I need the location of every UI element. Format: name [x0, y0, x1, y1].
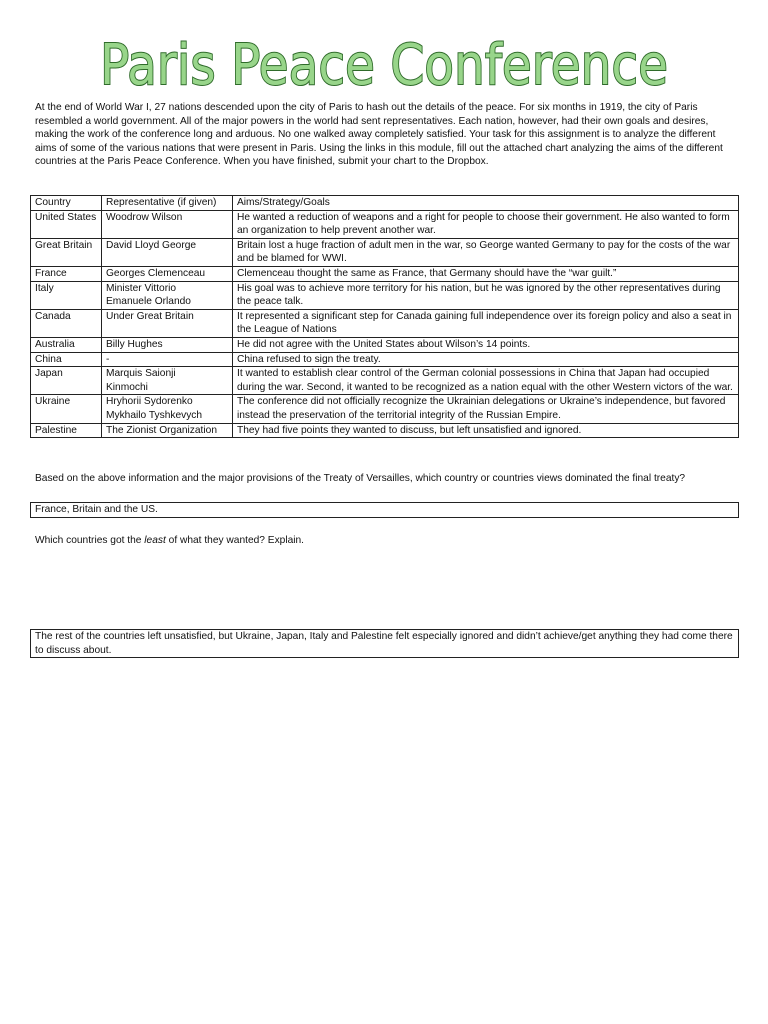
representative-cell: Hryhorii Sydorenko Mykhailo Tyshkevych — [102, 395, 233, 423]
country-cell: Italy — [31, 281, 102, 309]
representative-cell: Minister Vittorio Emanuele Orlando — [102, 281, 233, 309]
table-row — [31, 266, 739, 281]
answer-dominant-views: France, Britain and the US. — [30, 502, 739, 518]
page-title-text: Paris Peace Conference — [100, 33, 668, 98]
country-cell: China — [31, 352, 102, 367]
representative-cell: David Lloyd George — [102, 238, 233, 266]
aims-cell: It wanted to establish clear control of the German colonial possessions in China that Japan had occupied during the war. Second, it wanted to be recognized as a nation equal with the other Western victors of the war. — [233, 367, 739, 395]
table-row — [31, 238, 739, 266]
table-row — [31, 309, 739, 337]
question-least-satisfied — [35, 534, 735, 548]
aims-cell: Clemenceau thought the same as France, that Germany should have the “war guilt.” — [233, 266, 739, 281]
representative-cell: Georges Clemenceau — [102, 266, 233, 281]
country-cell: Ukraine — [31, 395, 102, 423]
country-cell: Canada — [31, 309, 102, 337]
table-row — [31, 352, 739, 367]
intro-paragraph: At the end of World War I, 27 nations descended upon the city of Paris to hash out the details of the peace. For six months in 1919, the city of Paris resembled a world government. All of the major powers in the world had sent representatives. Each nation, however, had their own goals and desires, making the work of the conference long and arduous. No one walked away completely satisfied. Your task for this assignment is to analyze the different aims of some of the various nations that were present in Paris. Using the links in this module, fill out the attached chart analyzing the aims of the different countries at the Paris Peace Conference. When you have finished, submit your chart to the Dropbox. — [35, 102, 723, 168]
answer-least-satisfied: The rest of the countries left unsatisfied, but Ukraine, Japan, Italy and Palestine felt especially ignored and didn’t achieve/get anything they had come there to discuss about. — [30, 629, 739, 658]
aims-cell: He did not agree with the United States about Wilson’s 14 points. — [233, 337, 739, 352]
aims-table — [30, 195, 739, 438]
country-cell: France — [31, 266, 102, 281]
table-row — [31, 281, 739, 309]
aims-cell: They had five points they wanted to discuss, but left unsatisfied and ignored. — [233, 423, 739, 438]
header-aims: Aims/Strategy/Goals — [233, 196, 739, 211]
question-text-after: of what they wanted? Explain. — [165, 535, 305, 546]
representative-cell: Marquis Saionji Kinmochi — [102, 367, 233, 395]
question-dominant-views: Based on the above information and the major provisions of the Treaty of Versailles, which country or countries views dominated the final treaty? — [35, 473, 686, 484]
aims-cell: It represented a significant step for Canada gaining full independence over its foreign policy and also a seat in the League of Nations — [233, 309, 739, 337]
question-emphasis: least — [144, 535, 166, 546]
representative-cell: Under Great Britain — [102, 309, 233, 337]
table-row — [31, 210, 739, 238]
aims-cell: China refused to sign the treaty. — [233, 352, 739, 367]
aims-cell: His goal was to achieve more territory for his nation, but he was ignored by the other representatives during the peace talk. — [233, 281, 739, 309]
page-title — [0, 26, 768, 98]
table-row — [31, 337, 739, 352]
question-text-before: Which countries got the — [35, 535, 145, 546]
aims-cell: Britain lost a huge fraction of adult men in the war, so George wanted Germany to pay for the costs of the war and be blamed for WWI. — [233, 238, 739, 266]
header-country: Country — [31, 196, 102, 211]
country-cell: United States — [31, 210, 102, 238]
representative-cell: Woodrow Wilson — [102, 210, 233, 238]
country-cell: Palestine — [31, 423, 102, 438]
representative-cell: - — [102, 352, 233, 367]
table-row — [31, 395, 739, 423]
table-row — [31, 423, 739, 438]
table-header-row — [31, 196, 739, 211]
country-cell: Australia — [31, 337, 102, 352]
aims-cell: He wanted a reduction of weapons and a right for people to choose their government. He also wanted to form an organization to help prevent another war. — [233, 210, 739, 238]
aims-cell: The conference did not officially recognize the Ukrainian delegations or Ukraine’s independence, but favored instead the preservation of the territorial integrity of the Russian Empire. — [233, 395, 739, 423]
country-cell: Great Britain — [31, 238, 102, 266]
header-representative: Representative (if given) — [102, 196, 233, 211]
representative-cell: Billy Hughes — [102, 337, 233, 352]
country-cell: Japan — [31, 367, 102, 395]
table-row — [31, 367, 739, 395]
representative-cell: The Zionist Organization — [102, 423, 233, 438]
